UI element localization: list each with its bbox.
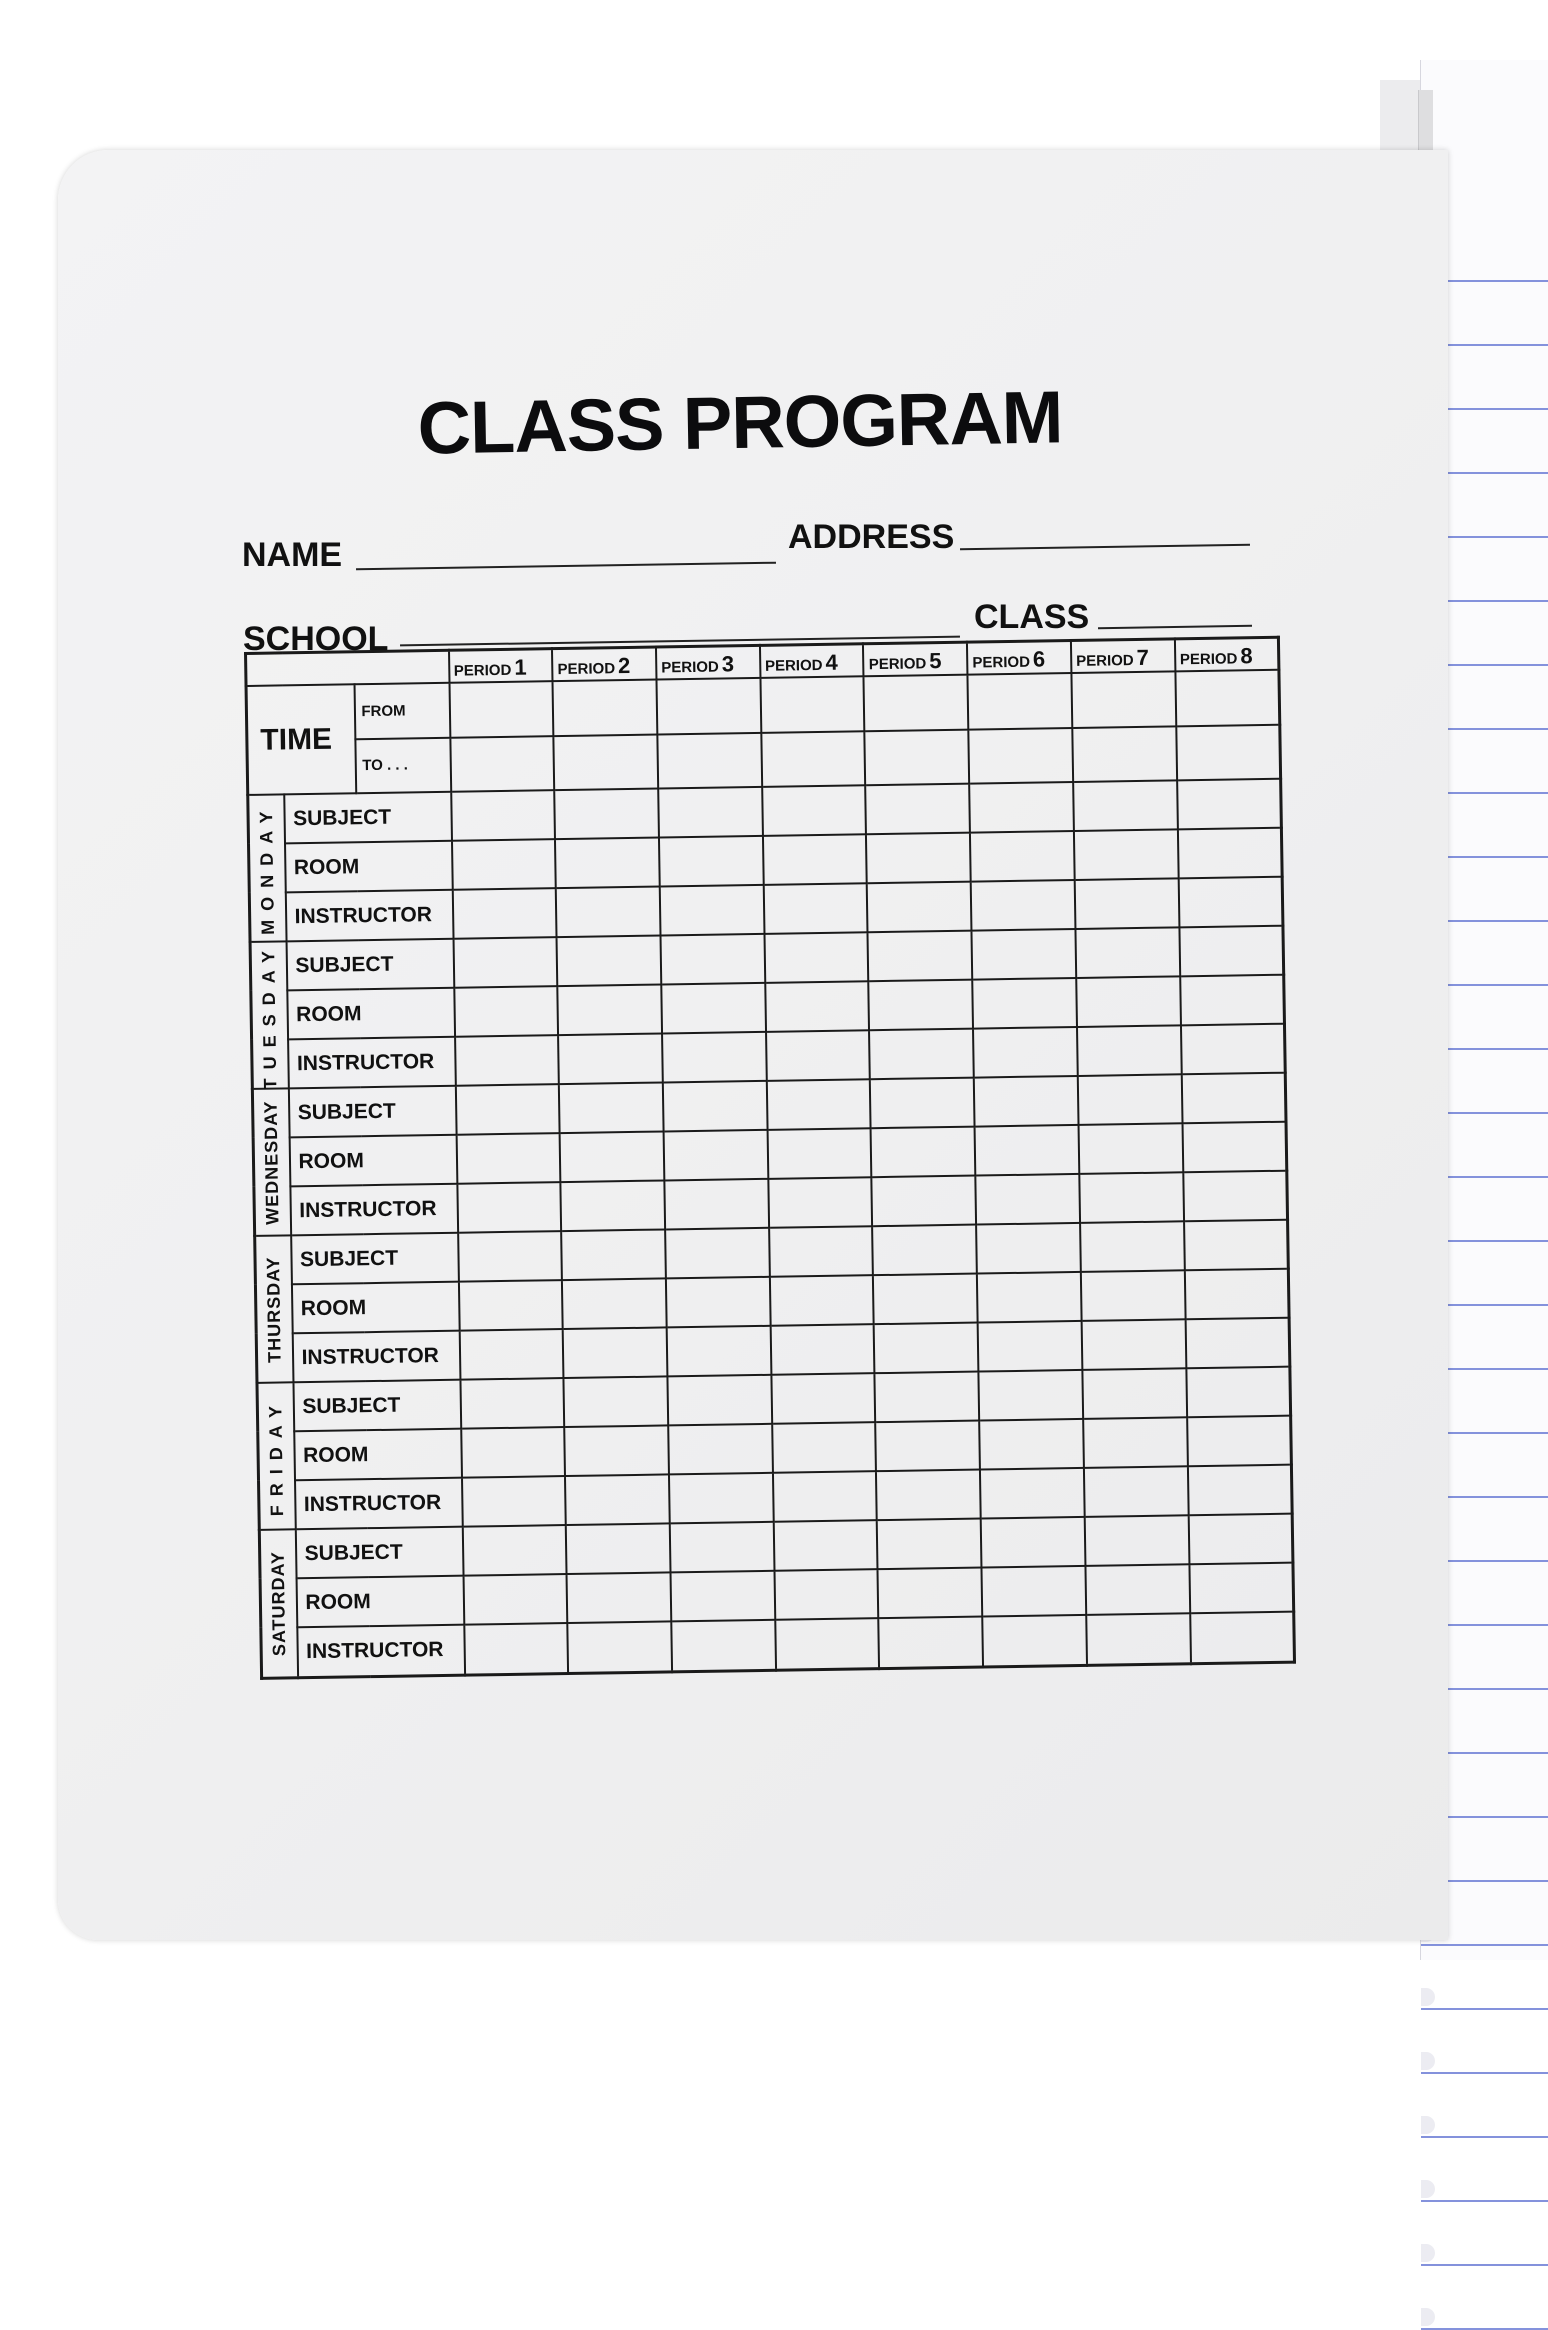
schedule-cell[interactable] xyxy=(1080,1222,1184,1273)
period-header-7 xyxy=(1071,639,1175,673)
ruled-line xyxy=(1421,2008,1548,2010)
schedule-cell[interactable] xyxy=(771,1373,875,1424)
schedule-cell[interactable] xyxy=(972,978,1076,1029)
schedule-cell[interactable] xyxy=(451,790,555,841)
schedule-cell[interactable] xyxy=(868,931,972,982)
schedule-grid xyxy=(244,636,1296,1680)
schedule-cell[interactable] xyxy=(973,1027,1077,1078)
row-label-subject: SUBJECT xyxy=(293,1380,461,1432)
period-number: 7 xyxy=(1136,644,1150,670)
schedule-cell[interactable] xyxy=(774,1569,878,1620)
schedule-cell[interactable] xyxy=(869,980,973,1031)
schedule-cell[interactable] xyxy=(971,880,1075,931)
period-number: 2 xyxy=(617,652,631,679)
schedule-cell[interactable] xyxy=(1187,1416,1292,1467)
schedule-cell[interactable] xyxy=(869,1029,973,1080)
ruled-line xyxy=(1421,2136,1548,2138)
schedule-cell[interactable] xyxy=(1082,1369,1186,1420)
row-label-room: ROOM xyxy=(296,1576,464,1628)
day-cell-thursday xyxy=(255,1236,293,1384)
time-from-cell[interactable] xyxy=(656,678,761,734)
schedule-cell[interactable] xyxy=(462,1476,566,1527)
schedule-cell[interactable] xyxy=(1186,1367,1291,1418)
schedule-cell[interactable] xyxy=(976,1174,1080,1225)
time-to-cell[interactable] xyxy=(554,734,659,790)
ruled-line xyxy=(1421,2072,1548,2074)
schedule-cell[interactable] xyxy=(979,1370,1083,1421)
header-blank-cell xyxy=(246,650,450,686)
schedule-cell[interactable] xyxy=(1178,877,1283,928)
schedule-cell[interactable] xyxy=(462,1525,566,1576)
period-header-6 xyxy=(967,641,1071,675)
schedule-cell[interactable] xyxy=(460,1378,564,1429)
time-from-cell[interactable] xyxy=(1175,670,1280,726)
schedule-cell[interactable] xyxy=(1180,975,1285,1026)
ruled-line xyxy=(1421,2200,1548,2202)
schedule-cell[interactable] xyxy=(977,1272,1081,1323)
schedule-cell[interactable] xyxy=(561,1181,665,1232)
schedule-cell[interactable] xyxy=(671,1620,776,1672)
schedule-cell[interactable] xyxy=(454,986,558,1037)
schedule-cell[interactable] xyxy=(866,784,970,835)
schedule-cell[interactable] xyxy=(1085,1516,1189,1567)
schedule-cell[interactable] xyxy=(873,1225,977,1276)
schedule-cell[interactable] xyxy=(458,1280,562,1331)
time-from-cell[interactable] xyxy=(968,673,1073,729)
schedule-cell[interactable] xyxy=(878,1568,982,1619)
perforation-tear xyxy=(1421,2180,1435,2198)
schedule-cell[interactable] xyxy=(458,1231,562,1282)
row-label-subject: SUBJECT xyxy=(291,1233,459,1285)
period-number: 5 xyxy=(929,648,942,674)
schedule-cell[interactable] xyxy=(1078,1124,1182,1175)
row-label-instructor: INSTRUCTOR xyxy=(292,1331,460,1383)
schedule-cell[interactable] xyxy=(867,882,971,933)
from-label: FROM xyxy=(354,683,450,739)
schedule-cell[interactable] xyxy=(659,836,763,887)
schedule-cell[interactable] xyxy=(661,983,765,1034)
schedule-cell[interactable] xyxy=(763,835,867,886)
schedule-cell[interactable] xyxy=(558,985,662,1036)
schedule-cell[interactable] xyxy=(969,782,1073,833)
schedule-cell[interactable] xyxy=(455,1035,559,1086)
row-label-room: ROOM xyxy=(285,841,453,893)
time-to-cell[interactable] xyxy=(969,728,1074,784)
schedule-cell[interactable] xyxy=(765,982,869,1033)
schedule-cell[interactable] xyxy=(1185,1269,1290,1320)
schedule-cell[interactable] xyxy=(663,1081,767,1132)
schedule-cell[interactable] xyxy=(764,933,868,984)
schedule-cell[interactable] xyxy=(974,1076,1078,1127)
schedule-cell[interactable] xyxy=(665,1228,769,1279)
row-label-instructor: INSTRUCTOR xyxy=(295,1478,463,1530)
day-label: FRIDAY xyxy=(264,1396,287,1517)
row-label-instructor: INSTRUCTOR xyxy=(285,890,453,942)
day-label: THURSDAY xyxy=(262,1256,285,1363)
day-label: TUESDAY xyxy=(257,941,281,1090)
address-label: ADDRESS xyxy=(788,518,955,556)
schedule-cell[interactable] xyxy=(658,787,762,838)
period-number: 1 xyxy=(514,654,527,680)
ruled-line xyxy=(1421,1944,1548,1946)
schedule-cell[interactable] xyxy=(1073,781,1177,832)
period-label: PERIOD xyxy=(661,658,719,677)
schedule-cell[interactable] xyxy=(982,1615,1087,1667)
period-header-8 xyxy=(1175,637,1279,671)
schedule-cell[interactable] xyxy=(1085,1565,1189,1616)
row-label-room: ROOM xyxy=(289,1135,457,1187)
day-cell-monday xyxy=(248,795,286,943)
schedule-cell[interactable] xyxy=(671,1571,775,1622)
schedule-table xyxy=(244,636,1296,1680)
schedule-cell[interactable] xyxy=(459,1329,563,1380)
schedule-cell[interactable] xyxy=(661,934,765,985)
name-label: NAME xyxy=(242,536,343,574)
schedule-cell[interactable] xyxy=(662,1032,766,1083)
schedule-cell[interactable] xyxy=(1075,928,1179,979)
period-number: 3 xyxy=(721,651,735,677)
to-label: TO . . . xyxy=(355,737,451,793)
time-from-cell[interactable] xyxy=(1071,671,1176,727)
period-label: PERIOD xyxy=(453,661,512,680)
schedule-cell[interactable] xyxy=(768,1178,872,1229)
schedule-cell[interactable] xyxy=(563,1328,667,1379)
schedule-cell[interactable] xyxy=(970,831,1074,882)
schedule-cell[interactable] xyxy=(464,1623,569,1675)
schedule-cell[interactable] xyxy=(871,1127,975,1178)
schedule-cell[interactable] xyxy=(766,1031,870,1082)
row-label-room: ROOM xyxy=(287,988,455,1040)
period-header-2 xyxy=(552,647,656,681)
schedule-cell[interactable] xyxy=(463,1574,567,1625)
day-cell-tuesday xyxy=(250,942,288,1090)
schedule-cell[interactable] xyxy=(972,929,1076,980)
time-from-cell[interactable] xyxy=(760,676,865,732)
schedule-cell[interactable] xyxy=(1077,1026,1181,1077)
time-to-cell[interactable] xyxy=(450,736,555,792)
period-label: PERIOD xyxy=(1076,652,1134,670)
time-to-cell[interactable] xyxy=(1072,726,1177,782)
schedule-cell[interactable] xyxy=(1074,830,1178,881)
schedule-cell[interactable] xyxy=(461,1427,565,1478)
schedule-cell[interactable] xyxy=(870,1078,974,1129)
period-label: PERIOD xyxy=(764,656,823,675)
time-to-cell[interactable] xyxy=(1176,724,1281,780)
schedule-cell[interactable] xyxy=(772,1422,876,1473)
day-label: MONDAY xyxy=(255,802,278,935)
row-label-subject: SUBJECT xyxy=(286,939,454,991)
perforation-tear xyxy=(1421,2244,1435,2262)
time-to-cell[interactable] xyxy=(657,733,762,789)
schedule-cell[interactable] xyxy=(666,1277,770,1328)
period-number: 8 xyxy=(1240,643,1253,669)
schedule-cell[interactable] xyxy=(557,936,661,987)
period-label: PERIOD xyxy=(868,655,927,674)
schedule-cell[interactable] xyxy=(558,1034,662,1085)
day-label: WEDNESDAY xyxy=(260,1100,283,1225)
time-from-cell[interactable] xyxy=(449,681,554,737)
schedule-cell[interactable] xyxy=(560,1132,664,1183)
schedule-cell[interactable] xyxy=(457,1182,561,1233)
schedule-cell[interactable] xyxy=(1078,1075,1182,1126)
time-label: TIME xyxy=(246,684,356,795)
schedule-cell[interactable] xyxy=(767,1129,871,1180)
schedule-cell[interactable] xyxy=(1183,1171,1288,1222)
schedule-cell[interactable] xyxy=(763,884,867,935)
schedule-cell[interactable] xyxy=(1079,1173,1183,1224)
day-cell-saturday xyxy=(259,1530,297,1679)
perforation-tear xyxy=(1421,1988,1435,2006)
schedule-cell[interactable] xyxy=(981,1517,1085,1568)
schedule-cell[interactable] xyxy=(1177,779,1282,830)
day-cell-friday xyxy=(257,1383,295,1531)
perforation-tear xyxy=(1421,2116,1435,2134)
schedule-cell[interactable] xyxy=(866,833,970,884)
schedule-cell[interactable] xyxy=(554,789,658,840)
schedule-cell[interactable] xyxy=(1190,1612,1295,1664)
schedule-cell[interactable] xyxy=(773,1520,877,1571)
period-number: 4 xyxy=(825,649,838,675)
schedule-cell[interactable] xyxy=(875,1372,979,1423)
schedule-cell[interactable] xyxy=(565,1475,669,1526)
schedule-cell[interactable] xyxy=(1082,1320,1186,1371)
schedule-cell[interactable] xyxy=(1179,926,1284,977)
period-header-3 xyxy=(656,645,760,679)
schedule-cell[interactable] xyxy=(1084,1467,1188,1518)
schedule-cell[interactable] xyxy=(667,1375,771,1426)
day-cell-wednesday xyxy=(252,1089,290,1237)
schedule-cell[interactable] xyxy=(1185,1318,1290,1369)
schedule-cell[interactable] xyxy=(562,1279,666,1330)
schedule-cell[interactable] xyxy=(564,1377,668,1428)
schedule-cell[interactable] xyxy=(667,1326,771,1377)
schedule-cell[interactable] xyxy=(1182,1122,1287,1173)
schedule-cell[interactable] xyxy=(668,1424,772,1475)
schedule-cell[interactable] xyxy=(879,1617,984,1669)
schedule-cell[interactable] xyxy=(1083,1418,1187,1469)
schedule-cell[interactable] xyxy=(669,1473,773,1524)
schedule-cell[interactable] xyxy=(1181,1024,1286,1075)
row-label-room: ROOM xyxy=(294,1429,462,1481)
schedule-cell[interactable] xyxy=(982,1566,1086,1617)
schedule-cell[interactable] xyxy=(556,887,660,938)
schedule-cell[interactable] xyxy=(873,1274,977,1325)
schedule-cell[interactable] xyxy=(453,937,557,988)
period-label: PERIOD xyxy=(972,653,1031,672)
schedule-cell[interactable] xyxy=(564,1426,668,1477)
schedule-cell[interactable] xyxy=(979,1419,1083,1470)
schedule-cell[interactable] xyxy=(1189,1563,1294,1614)
row-label-instructor: INSTRUCTOR xyxy=(290,1184,458,1236)
schedule-cell[interactable] xyxy=(567,1573,671,1624)
row-label-subject: SUBJECT xyxy=(288,1086,456,1138)
school-label: SCHOOL xyxy=(243,620,389,658)
schedule-cell[interactable] xyxy=(770,1276,874,1327)
schedule-cell[interactable] xyxy=(452,839,556,890)
page-title: CLASS PROGRAM xyxy=(416,375,1064,470)
time-to-cell[interactable] xyxy=(761,731,866,787)
schedule-cell[interactable] xyxy=(568,1622,673,1674)
schedule-cell[interactable] xyxy=(561,1230,665,1281)
schedule-cell[interactable] xyxy=(1184,1220,1289,1271)
time-from-cell[interactable] xyxy=(864,675,969,731)
period-header-4 xyxy=(760,644,864,678)
schedule-cell[interactable] xyxy=(1075,879,1179,930)
schedule-cell[interactable] xyxy=(770,1324,874,1375)
schedule-cell[interactable] xyxy=(1188,1465,1293,1516)
row-label-instructor: INSTRUCTOR xyxy=(288,1037,456,1089)
perforation-tear xyxy=(1421,2052,1435,2070)
schedule-cell[interactable] xyxy=(1181,1073,1286,1124)
class-label: CLASS xyxy=(974,598,1090,636)
schedule-cell[interactable] xyxy=(978,1321,1082,1372)
time-from-cell[interactable] xyxy=(553,680,658,736)
schedule-cell[interactable] xyxy=(559,1083,663,1134)
row-label-instructor: INSTRUCTOR xyxy=(297,1625,465,1678)
schedule-cell[interactable] xyxy=(1188,1514,1293,1565)
schedule-cell[interactable] xyxy=(876,1421,980,1472)
schedule-cell[interactable] xyxy=(976,1223,1080,1274)
period-label: PERIOD xyxy=(1179,650,1238,669)
schedule-cell[interactable] xyxy=(660,885,764,936)
schedule-cell[interactable] xyxy=(1086,1614,1191,1666)
schedule-cell[interactable] xyxy=(775,1618,880,1670)
schedule-cell[interactable] xyxy=(664,1179,768,1230)
period-number: 6 xyxy=(1032,646,1046,672)
schedule-cell[interactable] xyxy=(975,1125,1079,1176)
schedule-cell[interactable] xyxy=(566,1524,670,1575)
schedule-cell[interactable] xyxy=(670,1522,774,1573)
schedule-cell[interactable] xyxy=(456,1133,560,1184)
schedule-cell[interactable] xyxy=(1081,1271,1185,1322)
schedule-cell[interactable] xyxy=(664,1130,768,1181)
row-label-room: ROOM xyxy=(291,1282,459,1334)
period-header-1 xyxy=(449,649,553,683)
period-label: PERIOD xyxy=(557,660,616,679)
schedule-cell[interactable] xyxy=(762,786,866,837)
schedule-cell[interactable] xyxy=(877,1519,981,1570)
schedule-cell[interactable] xyxy=(555,838,659,889)
schedule-cell[interactable] xyxy=(876,1470,980,1521)
schedule-cell[interactable] xyxy=(874,1323,978,1374)
schedule-cell[interactable] xyxy=(1178,828,1283,879)
row-label-subject: SUBJECT xyxy=(284,792,452,844)
row-label-subject: SUBJECT xyxy=(295,1527,463,1579)
time-to-cell[interactable] xyxy=(865,729,970,785)
perforation-tear xyxy=(1421,2308,1435,2326)
schedule-cell[interactable] xyxy=(452,888,556,939)
schedule-cell[interactable] xyxy=(769,1227,873,1278)
schedule-cell[interactable] xyxy=(1076,977,1180,1028)
schedule-cell[interactable] xyxy=(773,1471,877,1522)
schedule-cell[interactable] xyxy=(980,1468,1084,1519)
schedule-cell[interactable] xyxy=(872,1176,976,1227)
schedule-cell[interactable] xyxy=(767,1080,871,1131)
schedule-cell[interactable] xyxy=(455,1084,559,1135)
ruled-line xyxy=(1421,2264,1548,2266)
day-label: SATURDAY xyxy=(267,1551,290,1657)
period-header-5 xyxy=(863,642,967,676)
